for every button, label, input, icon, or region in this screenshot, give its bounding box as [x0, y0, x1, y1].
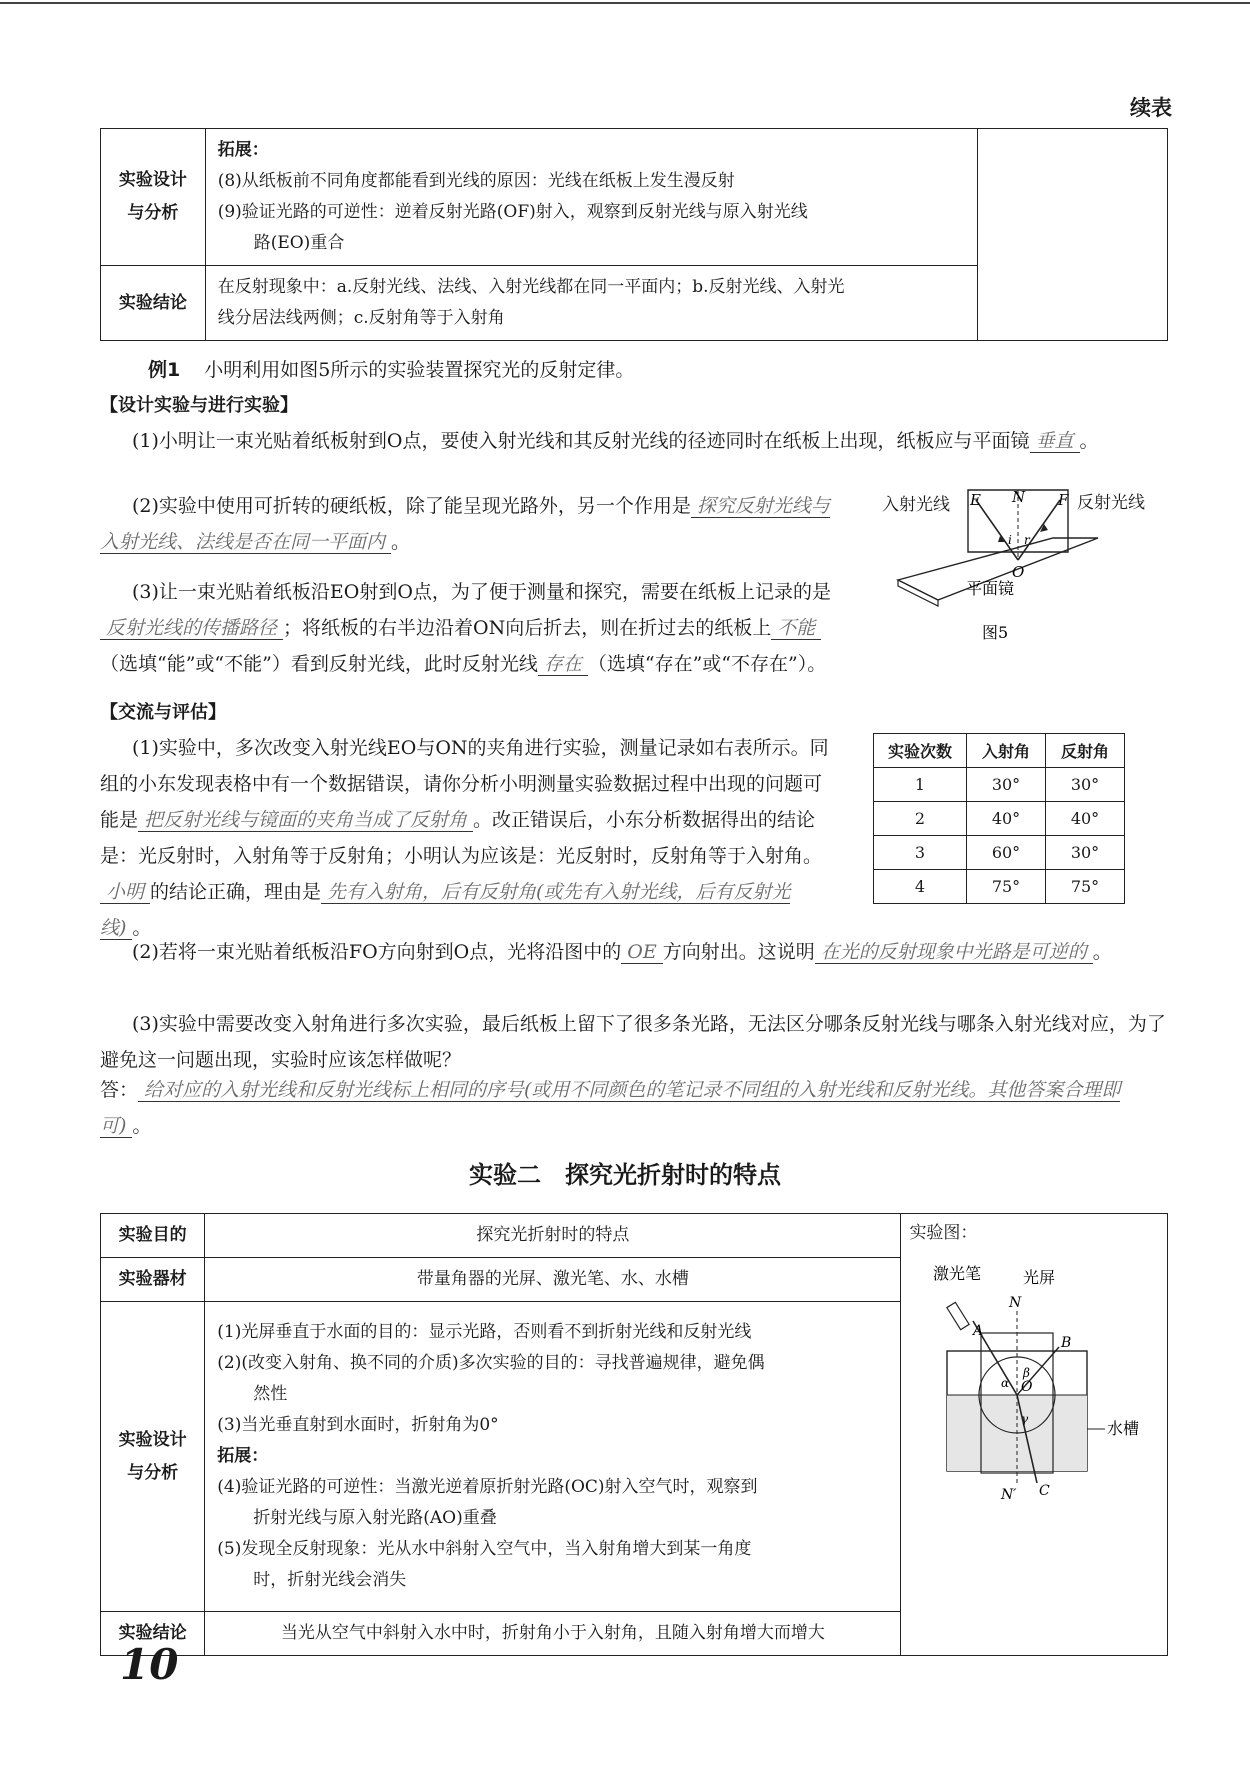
label-O: O: [1021, 1379, 1033, 1395]
blank-cell: [978, 129, 1168, 341]
item-1: (1)光屏垂直于水面的目的：显示光路，否则看不到折射光线和反射光线: [217, 1322, 752, 1342]
design-analysis-content: [205, 129, 978, 266]
item-4-line2: 折射光线与原入射光路(AO)重叠: [253, 1508, 497, 1528]
answer-e1-reason: 先有入射角，后有反射角(或先有入射光线，后有反射光线): [100, 881, 791, 939]
conclusion-line2: 线分居法线两侧；c.反射角等于入射角: [217, 308, 505, 328]
figure-cell: [901, 1214, 1168, 1656]
design-analysis-content-2: [205, 1302, 901, 1612]
eval-1: (1)实验中，多次改变入射光线EO与ON的夹角进行实验，测量记录如右表所示。同组的小东发现表格中有一个数据错误，请你分析小明测量实验数据过程中出现的问题可能是 把反射光线与镜面的夹角当成了反射角 。改正错误后，小东分析数据得出的结论是：光反射时，入射角等于反射角；小明认为应该是：光反射时，反射角等于入射角。小明 的结论正确，理由是 先有入射角，后有反射角(或先有入射光线，后有反射光线) 。: [100, 737, 829, 939]
label-beta: β: [1023, 1366, 1031, 1380]
item-3: (3)当光垂直射到水面时，折射角为0°: [217, 1415, 499, 1435]
page-number: 10: [120, 1640, 179, 1689]
header-reflect: 反射角: [1046, 734, 1125, 768]
label-N: N: [1009, 1295, 1022, 1311]
label-C: C: [1039, 1483, 1051, 1499]
answer-q3-path: 反射光线的传播路径: [100, 617, 283, 640]
figure-caption: 图5: [982, 623, 1009, 642]
refraction-figure: [909, 1243, 1149, 1573]
header-trial: 实验次数: [874, 734, 967, 768]
reflection-table-continued: [100, 128, 1168, 341]
item-9-line2: 路(EO)重合: [253, 233, 345, 253]
top-rule: [0, 2, 1250, 4]
label-F: F: [1058, 491, 1069, 509]
item-2-line2: 然性: [253, 1384, 288, 1404]
answer-q1: 垂直: [1030, 430, 1080, 453]
purpose-label: 实验目的: [101, 1214, 205, 1258]
mirror-edge: [898, 580, 938, 606]
incident-ray: [976, 500, 1018, 560]
question-1: (1)小明让一束光贴着纸板射到O点，要使入射光线和其反射光线的径迹同时在纸板上出现，纸板应与平面镜 垂直 。: [132, 430, 1099, 452]
answer-q3-visible: 不能: [771, 617, 821, 640]
item-4-line1: (4)验证光路的可逆性：当激光逆着原折射光路(OC)射入空气时，观察到: [217, 1477, 758, 1497]
example-title: 例1 小明利用如图5所示的实验装置探究光的反射定律。: [148, 359, 635, 381]
label-mirror: 平面镜: [966, 579, 1015, 598]
answer-q3-exists: 存在: [538, 653, 588, 676]
eval-3: (3)实验中需要改变入射角进行多次实验，最后纸板上留下了很多条光路，无法区分哪条反射光线与哪条入射光线对应，为了避免这一问题出现，实验时应该怎样做呢？: [100, 1013, 1166, 1071]
answer-e3: 给对应的入射光线和反射光线标上相同的序号(或用不同颜色的笔记录不同组的入射光线和反射光线。其他答案合理即可): [100, 1079, 1121, 1137]
question-2: (2)实验中使用可折转的硬纸板，除了能呈现光路外，另一个作用是 探究反射光线与入射光线、法线是否在同一平面内 。: [100, 495, 830, 553]
label-E: E: [970, 491, 981, 509]
incident-label: 入射光线: [882, 495, 950, 515]
label-alpha: α: [1001, 1376, 1010, 1390]
extension-label-2: 拓展：: [217, 1446, 269, 1466]
eval-header: 【交流与评估】: [100, 702, 226, 723]
conclusion-label-2: 实验结论: [101, 1612, 205, 1656]
conclusion-line1: 在反射现象中：a.反射光线、法线、入射光线都在同一平面内；b.反射光线、入射光: [217, 277, 845, 297]
label-N-prime: N′: [1001, 1487, 1017, 1503]
question-3: (3)让一束光贴着纸板沿EO射到O点，为了便于测量和探究，需要在纸板上记录的是反射光线的传播路径 ；将纸板的右半边沿着ON向后折去，则在折过去的纸板上 不能（选填“能”或“不能”）看到反射光线，此时反射光线 存在 （选填“存在”或“不存在”）。: [100, 581, 831, 675]
label-i: i: [1008, 533, 1012, 547]
header-incident: 入射角: [967, 734, 1046, 768]
answer-q2: 探究反射光线与入射光线、法线是否在同一平面内: [100, 495, 830, 553]
table-row: 3 60° 30°: [874, 836, 1125, 870]
design-header: 【设计实验与进行实验】: [100, 395, 298, 416]
figure-title: 实验图：: [909, 1223, 978, 1243]
conclusion-label: 实验结论: [101, 266, 206, 341]
purpose-content: 探究光折射时的特点: [205, 1214, 901, 1258]
table-row: 4 75° 75°: [874, 870, 1125, 904]
laser-label: 激光笔: [933, 1264, 982, 1283]
reflected-ray: [1018, 500, 1060, 560]
eval-2: (2)若将一束光贴着纸板沿FO方向射到O点，光将沿图中的 OE 方向射出。这说明 在光的反射现象中光路是可逆的 。: [132, 941, 1112, 963]
data-table: [873, 733, 1125, 904]
item-8: (8)从纸板前不同角度都能看到光线的原因：光线在纸板上发生漫反射: [217, 171, 735, 191]
answer-e1-problem: 把反射光线与镜面的夹角当成了反射角: [138, 809, 473, 832]
conclusion-content: [205, 266, 978, 341]
refraction-table: [100, 1213, 1168, 1656]
extension-label: 拓展：: [217, 140, 269, 160]
section-2-title: 实验二 探究光折射时的特点: [469, 1161, 781, 1189]
answer-e1-who: 小明: [100, 881, 150, 904]
tank-label: 水槽: [1107, 1419, 1140, 1438]
item-2-line1: (2)(改变入射角、换不同的介质)多次实验的目的：寻找普遍规律，避免偶: [217, 1353, 765, 1373]
label-r: r: [1024, 533, 1030, 547]
laser-pointer: [947, 1302, 969, 1329]
design-analysis-label: 实验设计与分析: [101, 129, 206, 266]
label-N: N: [1012, 488, 1026, 506]
equipment-content: 带量角器的光屏、激光笔、水、水槽: [205, 1258, 901, 1302]
conclusion-content-2: 当光从空气中斜射入水中时，折射角小于入射角，且随入射角增大而增大: [205, 1612, 901, 1656]
label-O: O: [1012, 563, 1025, 581]
item-5-line1: (5)发现全反射现象：光从水中斜射入空气中，当入射角增大到某一角度: [217, 1539, 752, 1559]
item-9-line1: (9)验证光路的可逆性：逆着反射光路(OF)射入，观察到反射光线与原入射光线: [217, 202, 808, 222]
continued-label: 续表: [1130, 96, 1172, 120]
answer-e2-meaning: 在光的反射现象中光路是可逆的: [815, 941, 1093, 964]
equipment-label: 实验器材: [101, 1258, 205, 1302]
label-A: A: [973, 1323, 984, 1339]
label-B: B: [1061, 1335, 1072, 1351]
reflected-label: 反射光线: [1077, 493, 1145, 513]
design-analysis-label-2: 实验设计与分析: [101, 1302, 205, 1612]
table-row: 1 30° 30°: [874, 768, 1125, 802]
answer-e2-direction: OE: [621, 941, 662, 964]
screen-label: 光屏: [1023, 1268, 1056, 1287]
label-gamma: γ: [1021, 1412, 1029, 1426]
eval-3-answer: 答： 给对应的入射光线和反射光线标上相同的序号(或用不同颜色的笔记录不同组的入射光线和反射光线。其他答案合理即可) 。: [100, 1079, 1121, 1137]
table-row: 2 40° 40°: [874, 802, 1125, 836]
item-5-line2: 时，折射光线会消失: [253, 1570, 407, 1590]
